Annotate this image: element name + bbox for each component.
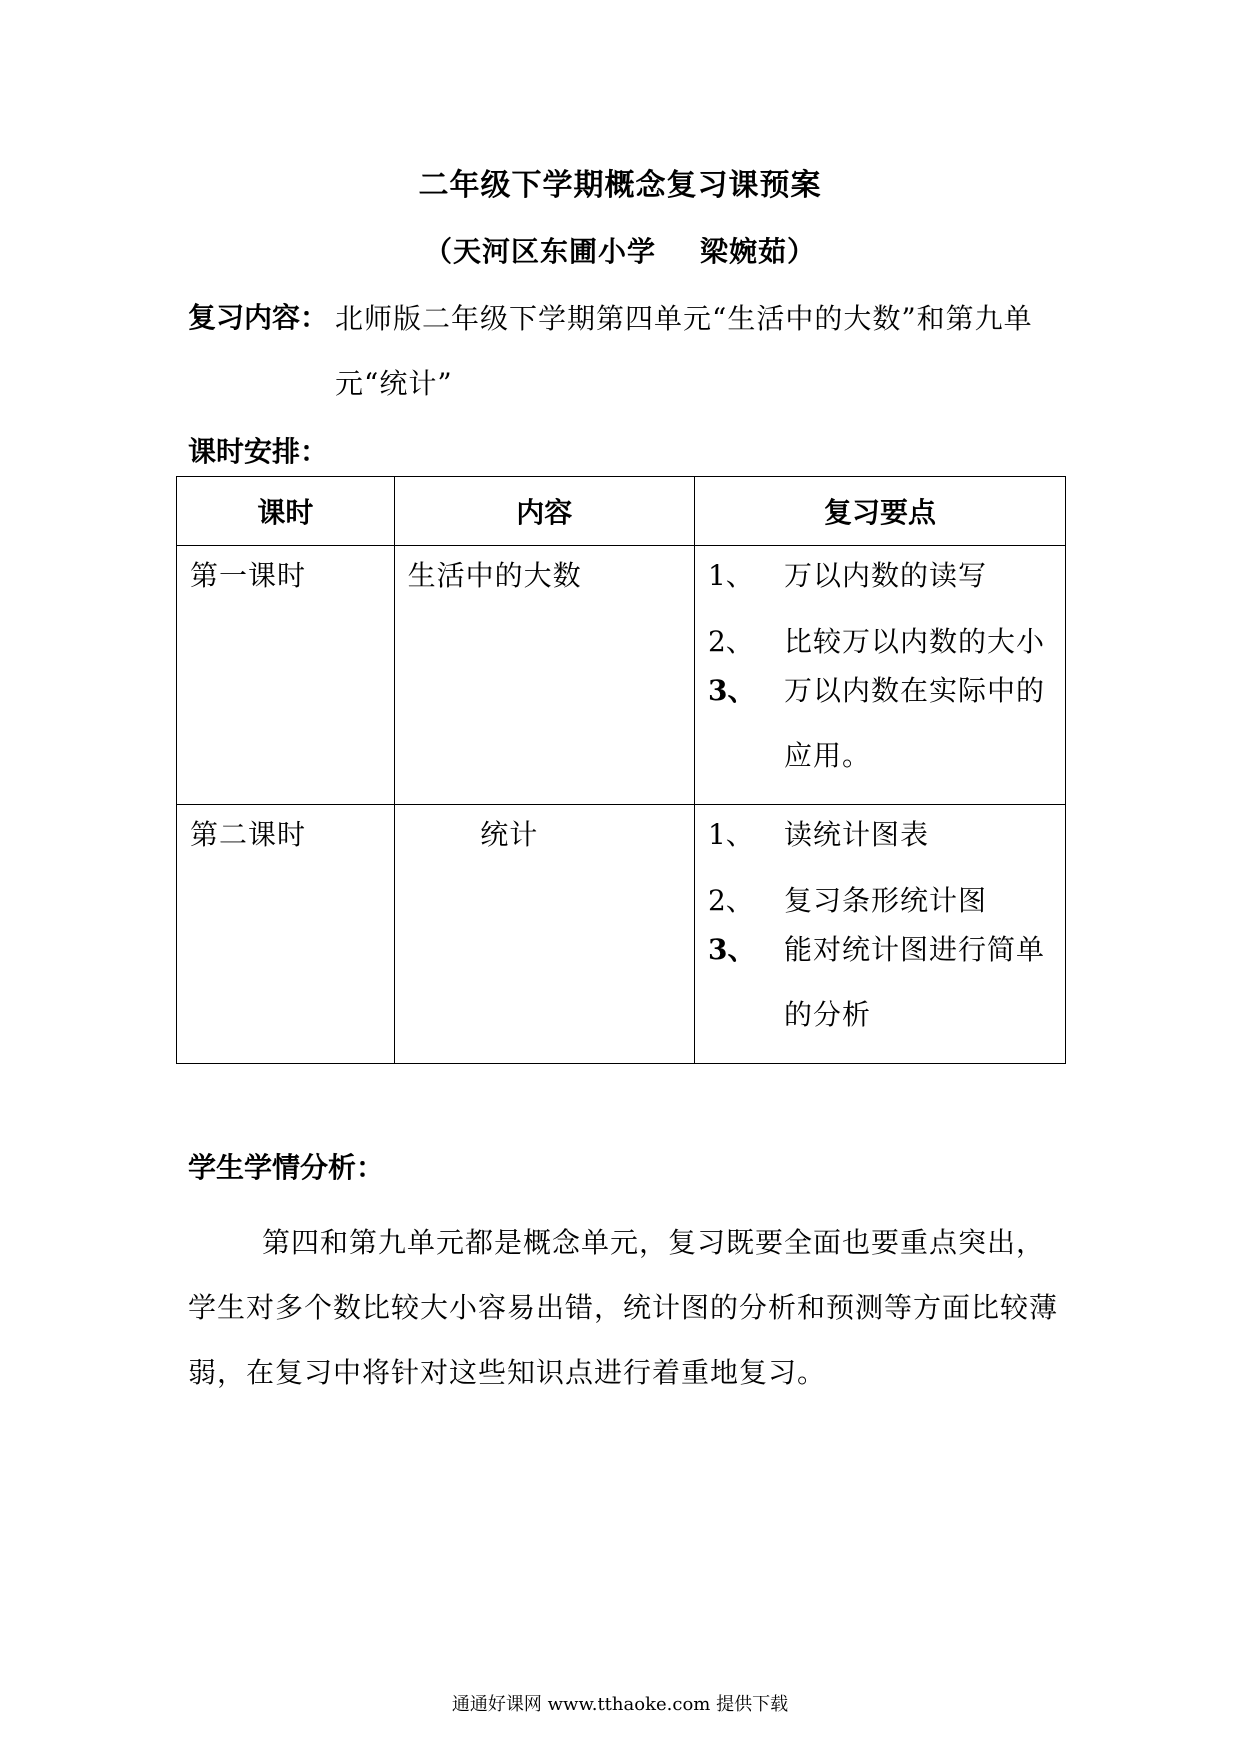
topic-text: 生活中的大数 bbox=[407, 559, 582, 592]
point-number: 2、 bbox=[707, 884, 754, 917]
footer-text: 通通好课网 www.tthaoke.com 提供下载 bbox=[451, 1694, 789, 1715]
point-number: 3、 bbox=[707, 674, 756, 707]
topic-text: 统计 bbox=[480, 818, 539, 851]
points-list bbox=[695, 546, 1065, 788]
topic-cell bbox=[394, 805, 694, 1064]
points-list bbox=[695, 805, 1065, 1047]
analysis-label: 学生学情分析： bbox=[188, 1151, 385, 1184]
table-header-row bbox=[177, 477, 1066, 546]
analysis-line: 学生对多个数比较大小容易出错，统计图的分析和预测等方面比较薄 bbox=[188, 1291, 1059, 1324]
point-text bbox=[784, 917, 1065, 1047]
point-text-line2: 的分析 bbox=[783, 998, 871, 1031]
review-content-text-line2: 元“统计” bbox=[335, 367, 453, 400]
list-item bbox=[695, 819, 1065, 851]
list-item bbox=[695, 917, 1065, 1047]
analysis-paragraph bbox=[188, 1210, 1058, 1405]
topic-cell bbox=[394, 546, 694, 805]
points-cell bbox=[694, 546, 1065, 805]
list-item bbox=[695, 658, 1065, 788]
review-content-text-line1: 北师版二年级下学期第四单元“生活中的大数”和第九单 bbox=[335, 302, 1033, 335]
point-text-line1: 能对统计图进行简单 bbox=[783, 933, 1045, 966]
table-row bbox=[177, 805, 1066, 1064]
analysis-line: 第四和第九单元都是概念单元，复习既要全面也要重点突出， bbox=[262, 1226, 1046, 1259]
point-text: 万以内数的读写 bbox=[783, 559, 987, 592]
analysis-line: 弱，在复习中将针对这些知识点进行着重地复习。 bbox=[188, 1356, 827, 1389]
schedule-label: 课时安排： bbox=[188, 435, 329, 468]
document-title: 二年级下学期概念复习课预案 bbox=[418, 168, 822, 203]
table-row bbox=[177, 546, 1066, 805]
author-line bbox=[0, 230, 1240, 270]
points-cell bbox=[694, 805, 1065, 1064]
list-item bbox=[695, 560, 1065, 592]
period-text: 第一课时 bbox=[190, 559, 307, 592]
period-cell bbox=[177, 546, 395, 805]
author-school: （天河区东圃小学 bbox=[423, 235, 656, 268]
point-text-line2: 应用。 bbox=[783, 739, 871, 772]
point-text-line1: 万以内数在实际中的 bbox=[783, 674, 1045, 707]
period-cell bbox=[177, 805, 395, 1064]
point-number: 1、 bbox=[707, 818, 754, 851]
period-text: 第二课时 bbox=[190, 818, 307, 851]
point-text: 比较万以内数的大小 bbox=[783, 625, 1045, 658]
point-number: 1、 bbox=[707, 559, 754, 592]
header-period: 课时 bbox=[177, 477, 395, 546]
point-number: 3、 bbox=[707, 933, 756, 966]
schedule-table bbox=[176, 476, 1066, 1064]
author-name: 梁婉茹） bbox=[700, 235, 817, 268]
review-content-label: 复习内容： bbox=[188, 301, 329, 334]
point-text: 读统计图表 bbox=[783, 818, 929, 851]
point-text: 复习条形统计图 bbox=[783, 884, 987, 917]
point-text bbox=[784, 658, 1065, 788]
header-content: 内容 bbox=[394, 477, 694, 546]
point-number: 2、 bbox=[707, 625, 754, 658]
header-key-points: 复习要点 bbox=[694, 477, 1065, 546]
